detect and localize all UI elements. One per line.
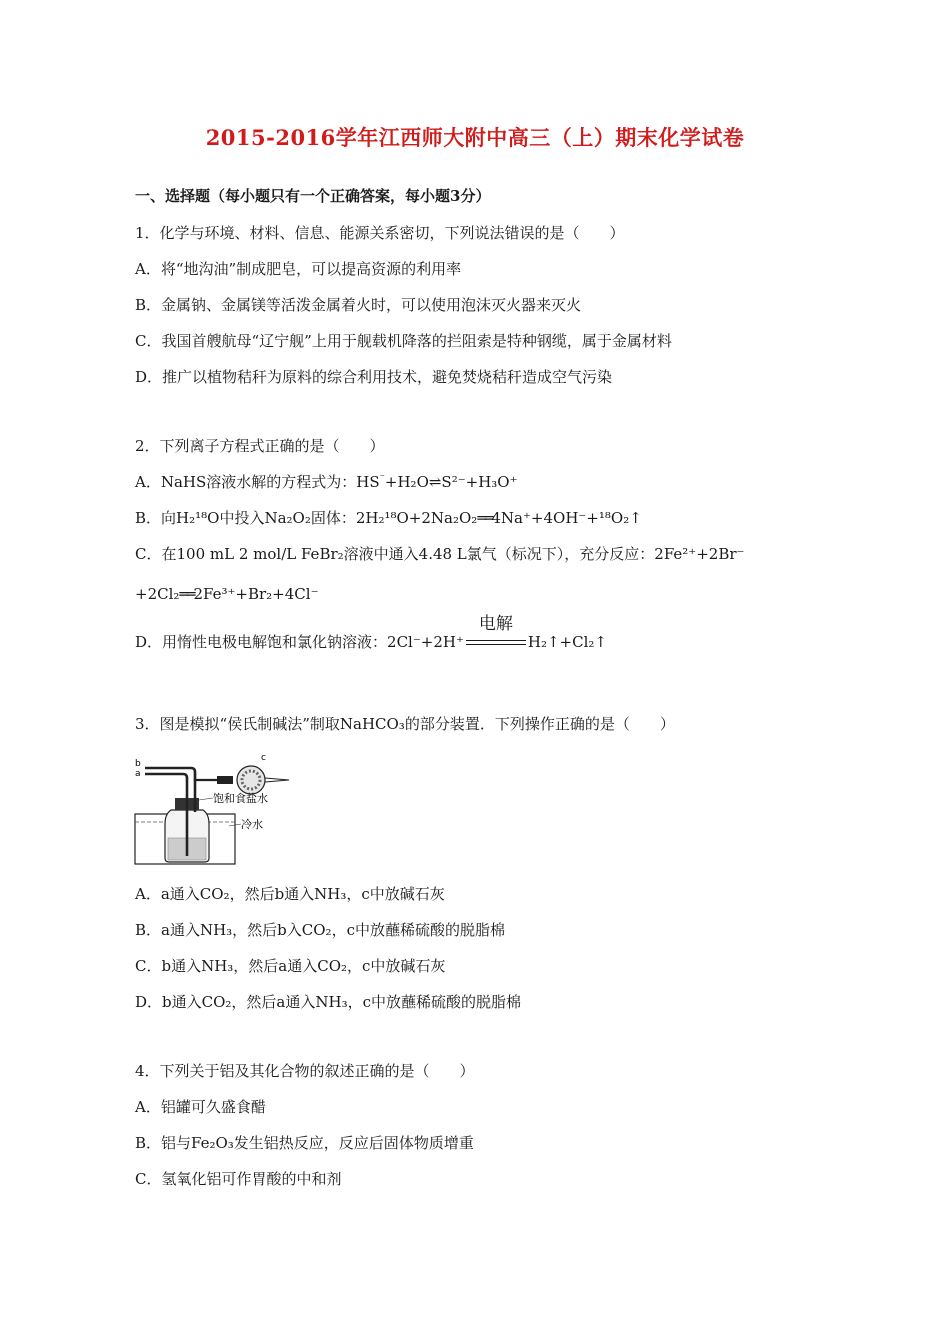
label-b: b	[135, 759, 141, 769]
equals-sign: ══	[477, 509, 492, 527]
electrolysis-condition	[466, 614, 526, 650]
option-a-text: A．NaHS溶液水解的方程式为：HS	[135, 473, 380, 491]
option-d-products: H₂↑+Cl₂↑	[527, 633, 607, 651]
question-2-option-d	[135, 614, 607, 652]
option-a-equation: +H₂O⇌S²⁻+H₃O⁺	[384, 473, 518, 491]
question-4-stem: 4．下列关于铝及其化合物的叙述正确的是（ ）	[135, 1062, 475, 1080]
question-3-option-a: A．a通入CO₂，然后b通入NH₃，c中放碱石灰	[135, 885, 445, 903]
label-cold-water: 冷水	[241, 818, 263, 831]
question-1-stem: 1．化学与环境、材料、信息、能源关系密切，下列说法错误的是（ ）	[135, 224, 625, 242]
question-2-option-a	[135, 472, 518, 492]
question-3-option-c: C．b通入NH₃，然后a通入CO₂，c中放碱石灰	[135, 957, 446, 975]
question-3-option-d: D．b通入CO₂，然后a通入NH₃，c中放蘸稀硫酸的脱脂棉	[135, 993, 521, 1011]
apparatus-figure	[133, 752, 313, 866]
equals-sign: ══	[179, 585, 194, 603]
page-title: 2015-2016学年江西师大附中高三（上）期末化学试卷	[205, 125, 745, 150]
question-3-stem: 3．图是模拟“侯氏制碱法”制取NaHCO₃的部分装置．下列操作正确的是（ ）	[135, 715, 675, 733]
electrolysis-label: 电解	[478, 614, 513, 634]
option-c-reactant: +2Cl₂	[135, 585, 180, 603]
option-c-products: 2Fe³⁺+Br₂+4Cl⁻	[193, 585, 319, 603]
brine-leader	[199, 798, 213, 800]
question-4-option-a: A．铝罐可久盛食醋	[135, 1098, 266, 1116]
question-4-option-c: C．氢氧化铝可作胃酸的中和剂	[135, 1170, 342, 1188]
label-brine: 饱和食盐水	[213, 792, 268, 805]
question-2-stem: 2．下列离子方程式正确的是（ ）	[135, 437, 385, 455]
label-a: a	[135, 769, 141, 779]
option-b-products: 4Na⁺+4OH⁻+¹⁸O₂↑	[491, 509, 642, 527]
option-b-text: B．向H₂¹⁸O中投入Na₂O₂固体：2H₂¹⁸O+2Na₂O₂	[135, 509, 478, 527]
question-1-option-b: B．金属钠、金属镁等活泼金属着火时，可以使用泡沫灭火器来灭火	[135, 296, 582, 314]
question-1-option-c: C．我国首艘航母“辽宁舰”上用于舰载机降落的拦阻索是特种钢缆，属于金属材料	[135, 332, 672, 350]
tube-c-connector	[195, 772, 217, 780]
question-2-option-b	[135, 508, 642, 528]
option-d-text: D．用惰性电极电解饱和氯化钠溶液：2Cl⁻+2H⁺	[135, 633, 464, 651]
question-1-option-d: D．推广以植物秸秆为原料的综合利用技术，避免焚烧秸秆造成空气污染	[135, 368, 613, 386]
label-c: c	[261, 753, 266, 763]
section-heading: 一、选择题（每小题只有一个正确答案，每小题3分）	[135, 187, 491, 205]
question-4-option-b: B．铝与Fe₂O₃发生铝热反应，反应后固体物质增重	[135, 1134, 474, 1152]
question-3-option-b: B．a通入NH₃，然后b入CO₂，c中放蘸稀硫酸的脱脂棉	[135, 921, 505, 939]
question-2-option-c-line2	[135, 584, 319, 604]
bulb-outlet	[265, 778, 289, 782]
rubber-joint	[217, 776, 233, 784]
question-2-option-c-line1: C．在100 mL 2 mol/L FeBr₂溶液中通入4.48 L氯气（标况下），充分反应：2Fe²⁺+2Br⁻	[135, 545, 745, 563]
minus-superscript: ⁻	[379, 473, 385, 484]
question-1-option-a: A．将“地沟油”制成肥皂，可以提高资源的利用率	[135, 260, 462, 278]
